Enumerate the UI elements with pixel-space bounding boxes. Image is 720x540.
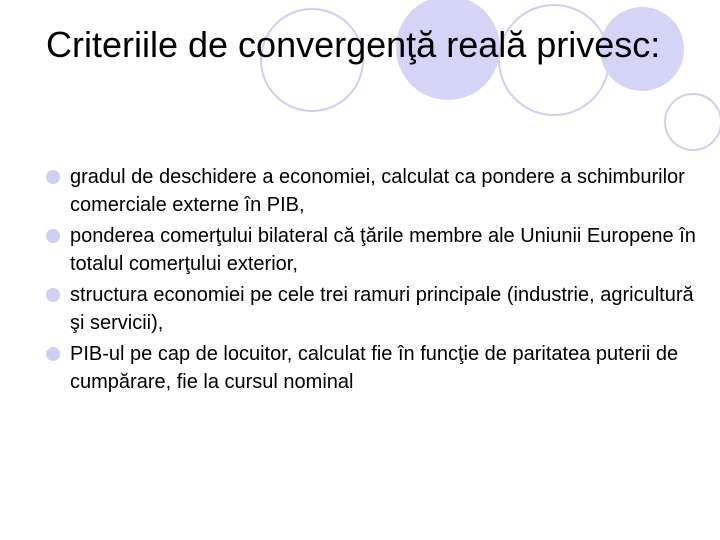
bullet-text: structura economiei pe cele trei ramuri principale (industrie, agricultură şi servicii), [70, 284, 694, 334]
bullet-dot-icon [46, 347, 60, 361]
slide-title: Criteriile de convergenţă reală privesc: [46, 24, 661, 65]
bullet-dot-icon [46, 170, 60, 184]
bullet-list [46, 163, 706, 399]
deco-circle-outline [665, 94, 720, 150]
bullet-item [46, 340, 706, 396]
bullet-text: ponderea comerţului bilateral că ţările membre ale Uniunii Europene în totalul comerţului exterior, [70, 225, 696, 275]
bullet-item [46, 163, 706, 219]
bullet-dot-icon [46, 229, 60, 243]
bullet-item [46, 281, 706, 337]
bullet-text: gradul de deschidere a economiei, calculat ca pondere a schimburilor comerciale externe în PIB, [70, 166, 685, 216]
bullet-dot-icon [46, 288, 60, 302]
bullet-item [46, 222, 706, 278]
bullet-text: PIB-ul pe cap de locuitor, calculat fie în funcţie de paritatea puterii de cumpărare, fie la cursul nominal [70, 343, 679, 393]
